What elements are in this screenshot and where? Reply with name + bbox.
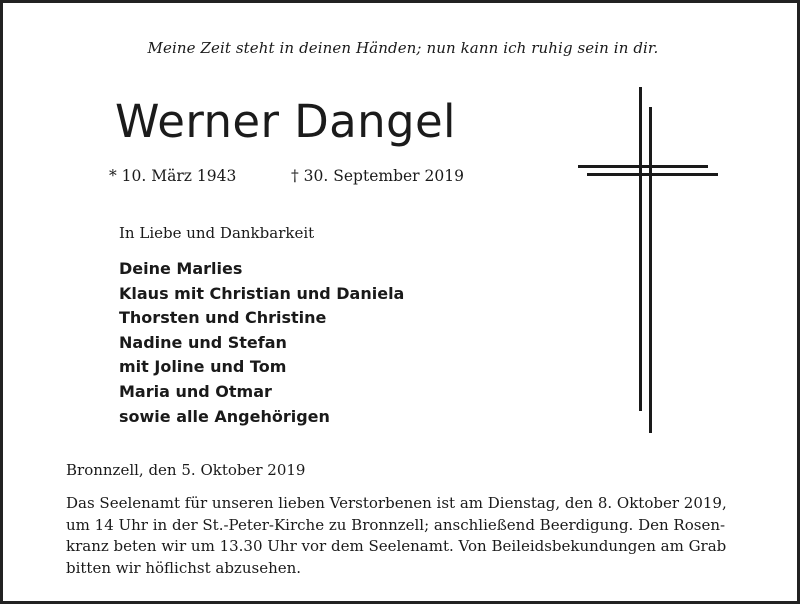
cross-horizontal-bar-bottom (587, 173, 718, 176)
mourner-line: Maria und Otmar (119, 381, 272, 401)
mourner-line: Deine Marlies (119, 259, 243, 278)
cross-icon (573, 85, 723, 435)
place-and-date: Bronnzell, den 5. Oktober 2019 (66, 461, 306, 479)
cross-vertical-bar-left (639, 87, 642, 411)
mourner-line: Nadine und Stefan (119, 332, 287, 352)
death-date: † 30. September 2019 (291, 167, 464, 185)
info-line: Das Seelenamt für unseren lieben Verstorbenen ist am Dienstag, den 8. Oktober 2019, (66, 494, 727, 512)
info-line: kranz beten wir um 13.30 Uhr vor dem Seelenamt. Von Beileidsbekundungen am Grab (66, 537, 727, 556)
mourner-line: Thorsten und Christine (119, 308, 327, 328)
cross-vertical-bar-right (649, 107, 652, 433)
mourner-line: mit Joline und Tom (119, 357, 287, 377)
info-line: um 14 Uhr in der St.-Peter-Kirche zu Bronnzell; anschließend Beerdigung. Den Rosen- (66, 515, 726, 534)
bible-verse: Meine Zeit steht in deinen Händen; nun kann ich ruhig sein in dir. (147, 39, 659, 57)
mourner-line: Klaus mit Christian und Daniela (119, 283, 405, 303)
service-information (66, 493, 756, 579)
greeting-line: In Liebe und Dankbarkeit (119, 224, 315, 242)
mourners-list (119, 257, 404, 429)
info-line: bitten wir höflichst abzusehen. (66, 558, 302, 577)
deceased-name: Werner Dangel (115, 95, 456, 148)
mourner-line: sowie alle Angehörigen (119, 406, 330, 426)
birth-date: * 10. März 1943 (109, 167, 237, 185)
cross-horizontal-bar-top (578, 165, 708, 168)
